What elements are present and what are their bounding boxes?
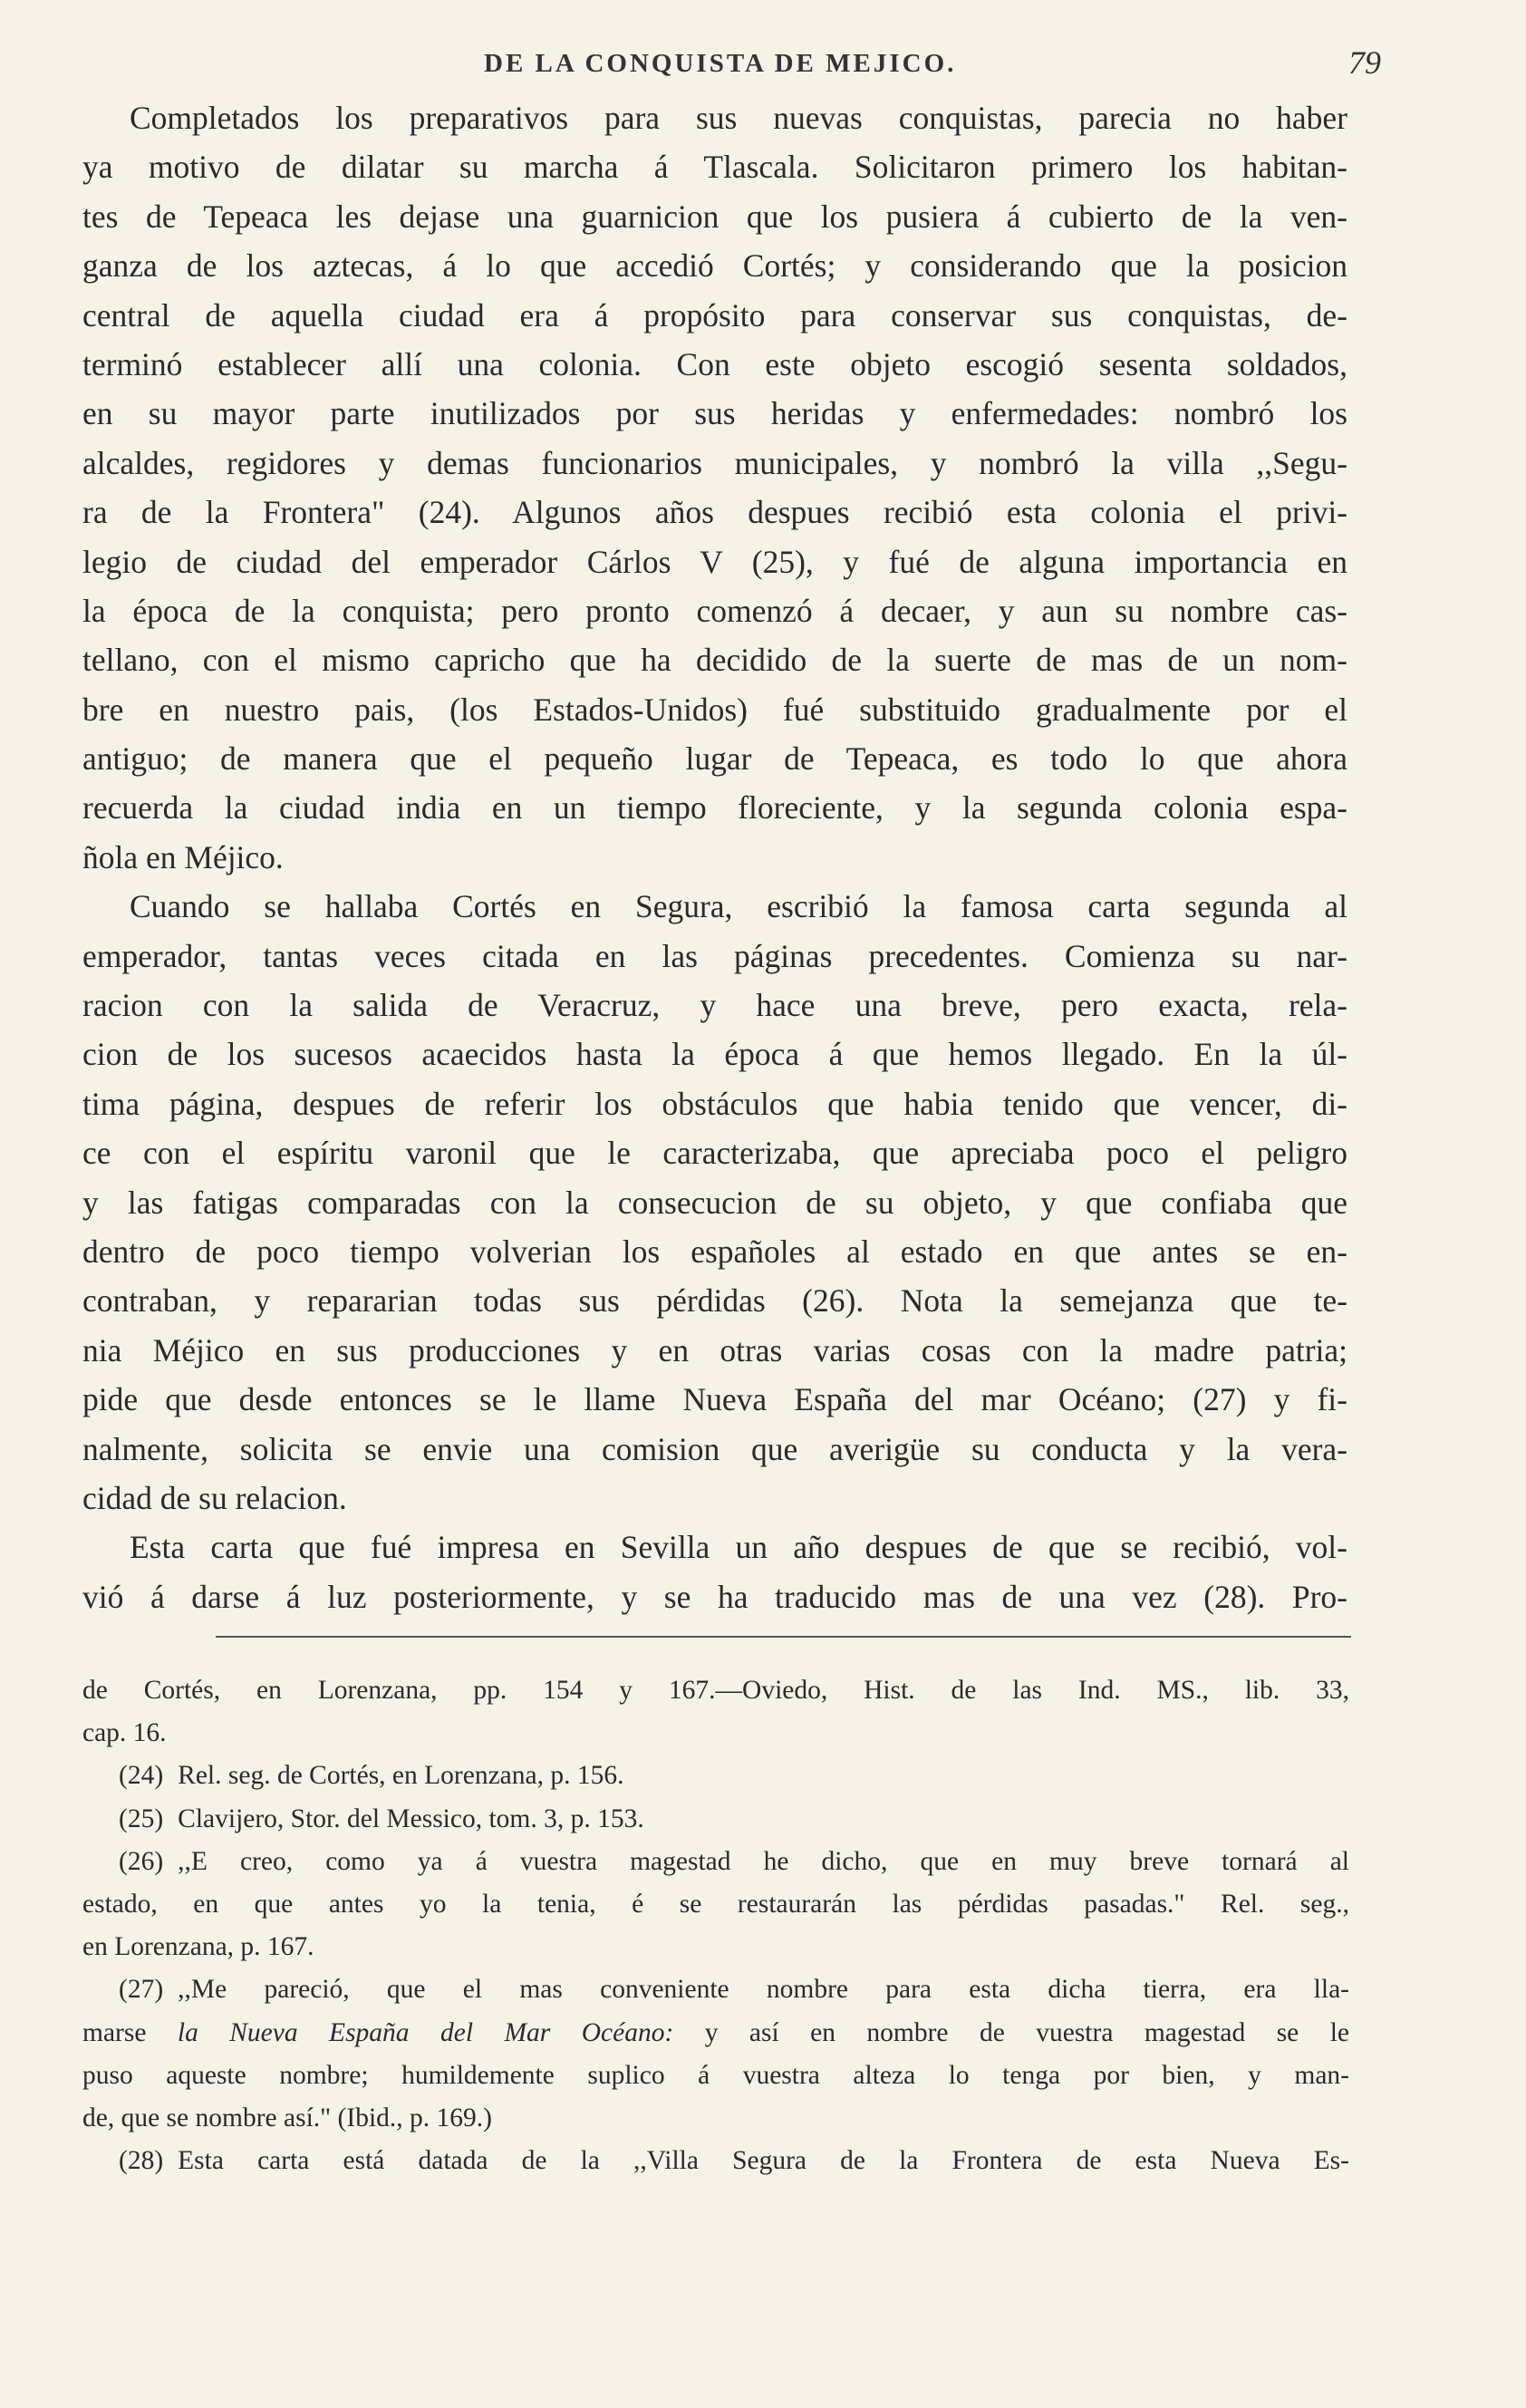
text-line: pide que desde entonces se le llame Nueva España del mar Océano; (27) y fi- xyxy=(82,1381,1347,1418)
footnote-text: ,,E creo, como ya á vuestra magestad he dicho, que en muy breve tornará al xyxy=(178,1846,1349,1876)
footnote-text: y así en nombre de vuestra magestad se le xyxy=(673,2017,1349,2047)
footnote-number: (26) xyxy=(119,1846,164,1876)
text-line: Completados los preparativos para sus nuevas conquistas, parecia no haber xyxy=(130,100,1347,136)
footnote-number: (24) xyxy=(119,1761,164,1791)
main-text xyxy=(82,93,1347,1621)
page-header xyxy=(145,44,1381,94)
footnote-number: (27) xyxy=(119,1975,164,2005)
text-line: en su mayor parte inutilizados por sus heridas y enfermedades: nombró los xyxy=(82,395,1347,432)
footnote-line: de, que se nombre así." (Ibid., p. 169.) xyxy=(82,2103,492,2132)
footnote-italic-text: la Nueva España del Mar Océano: xyxy=(177,2017,674,2047)
text-line: bre en nuestro pais, (los Estados-Unidos) fué substituido gradualmente por el xyxy=(82,691,1347,728)
text-line: tes de Tepeaca les dejase una guarnicion que los pusiera á cubierto de la ven- xyxy=(82,198,1347,235)
footnote-24 xyxy=(82,1755,1349,1797)
footnote-27 xyxy=(82,1968,1349,2011)
text-line: ñola en Méjico. xyxy=(82,838,284,875)
footnote-text: marse xyxy=(82,2017,178,2047)
footnote-text: Clavijero, Stor. del Messico, tom. 3, p. 153. xyxy=(178,1804,644,1833)
text-line: alcaldes, regidores y demas funcionarios municipales, y nombró la villa ,,Segu- xyxy=(82,444,1347,481)
text-line: terminó establecer allí una colonia. Con este objeto escogió sesenta soldados, xyxy=(82,345,1347,382)
text-line: vió á darse á luz posteriormente, y se ha traducido mas de una vez (28). Pro- xyxy=(82,1578,1347,1615)
text-line: ra de la Frontera" (24). Algunos años despues recibió esta colonia el privi- xyxy=(82,494,1347,531)
text-line: la época de la conquista; pero pronto comenzó á decaer, y aun su nombre cas- xyxy=(82,592,1347,629)
footnote-text: Esta carta está datada de la ,,Villa Segura de la Frontera de esta Nueva Es- xyxy=(178,2146,1349,2176)
footnote-line: puso aqueste nombre; humildemente suplico á vuestra alteza lo tenga por bien, y man- xyxy=(82,2060,1349,2090)
text-line: cidad de su relacion. xyxy=(82,1479,347,1516)
footnote-line: de Cortés, en Lorenzana, pp. 154 y 167.—Oviedo, Hist. de las Ind. MS., lib. 33, xyxy=(82,1676,1349,1705)
text-line: legio de ciudad del emperador Cárlos V (25), y fué de alguna importancia en xyxy=(82,543,1347,580)
footnote-number: (25) xyxy=(119,1804,164,1833)
footnote-number: (28) xyxy=(119,2146,164,2176)
text-line: nia Méjico en sus producciones y en otras varias cosas con la madre patria; xyxy=(82,1331,1347,1368)
text-line: tellano, con el mismo capricho que ha decidido de la suerte de mas de un nom- xyxy=(82,642,1347,679)
text-line: Esta carta que fué impresa en Sevilla un año despues de que se recibió, vol- xyxy=(130,1529,1347,1566)
text-line: ganza de los aztecas, á lo que accedió Cortés; y considerando que la posicion xyxy=(82,247,1347,285)
footnote-line: estado, en que antes yo la tenia, é se restaurarán las pérdidas pasadas." Rel. seg., xyxy=(82,1889,1349,1919)
text-line: Cuando se hallaba Cortés en Segura, escribió la famosa carta segunda al xyxy=(130,888,1347,925)
text-line: central de aquella ciudad era á propósito para conservar sus conquistas, de- xyxy=(82,296,1347,334)
footnotes xyxy=(82,1669,1349,2182)
footnote-line xyxy=(82,2012,1349,2055)
footnote-26 xyxy=(82,1841,1349,1883)
text-line: emperador, tantas veces citada en las páginas precedentes. Comienza su nar- xyxy=(82,937,1347,974)
footnote-divider xyxy=(216,1636,1351,1638)
text-line: contraban, y repararian todas sus pérdidas (26). Nota la semejanza que te- xyxy=(82,1282,1347,1320)
footnote-25 xyxy=(82,1798,1349,1841)
text-line: recuerda la ciudad india en un tiempo floreciente, y la segunda colonia espa- xyxy=(82,789,1347,827)
footnote-text: Rel. seg. de Cortés, en Lorenzana, p. 156. xyxy=(178,1761,624,1791)
text-line: tima página, despues de referir los obstáculos que habia tenido que vencer, di- xyxy=(82,1085,1347,1122)
text-line: ce con el espíritu varonil que le caracterizaba, que apreciaba poco el peligro xyxy=(82,1135,1347,1172)
footnote-line: en Lorenzana, p. 167. xyxy=(82,1932,314,1962)
text-line: nalmente, solicita se envie una comision que averigüe su conducta y la vera- xyxy=(82,1430,1347,1467)
text-line: antiguo; de manera que el pequeño lugar de Tepeaca, es todo lo que ahora xyxy=(82,740,1347,778)
footnote-line: cap. 16. xyxy=(82,1718,167,1748)
footnote-28 xyxy=(82,2140,1349,2182)
footnote-text: ,,Me pareció, que el mas conveniente nombre para esta dicha tierra, era lla- xyxy=(178,1975,1349,2005)
page-number: 79 xyxy=(1348,44,1381,81)
running-head: DE LA CONQUISTA DE MEJICO. xyxy=(484,49,957,78)
text-line: racion con la salida de Veracruz, y hace una breve, pero exacta, rela- xyxy=(82,987,1347,1024)
text-line: ya motivo de dilatar su marcha á Tlascala. Solicitaron primero los habitan- xyxy=(82,149,1347,186)
text-line: dentro de poco tiempo volverian los españoles al estado en que antes se en- xyxy=(82,1233,1347,1270)
text-line: cion de los sucesos acaecidos hasta la época á que hemos llegado. En la úl- xyxy=(82,1036,1347,1073)
text-line: y las fatigas comparadas con la consecucion de su objeto, y que confiaba que xyxy=(82,1184,1347,1221)
